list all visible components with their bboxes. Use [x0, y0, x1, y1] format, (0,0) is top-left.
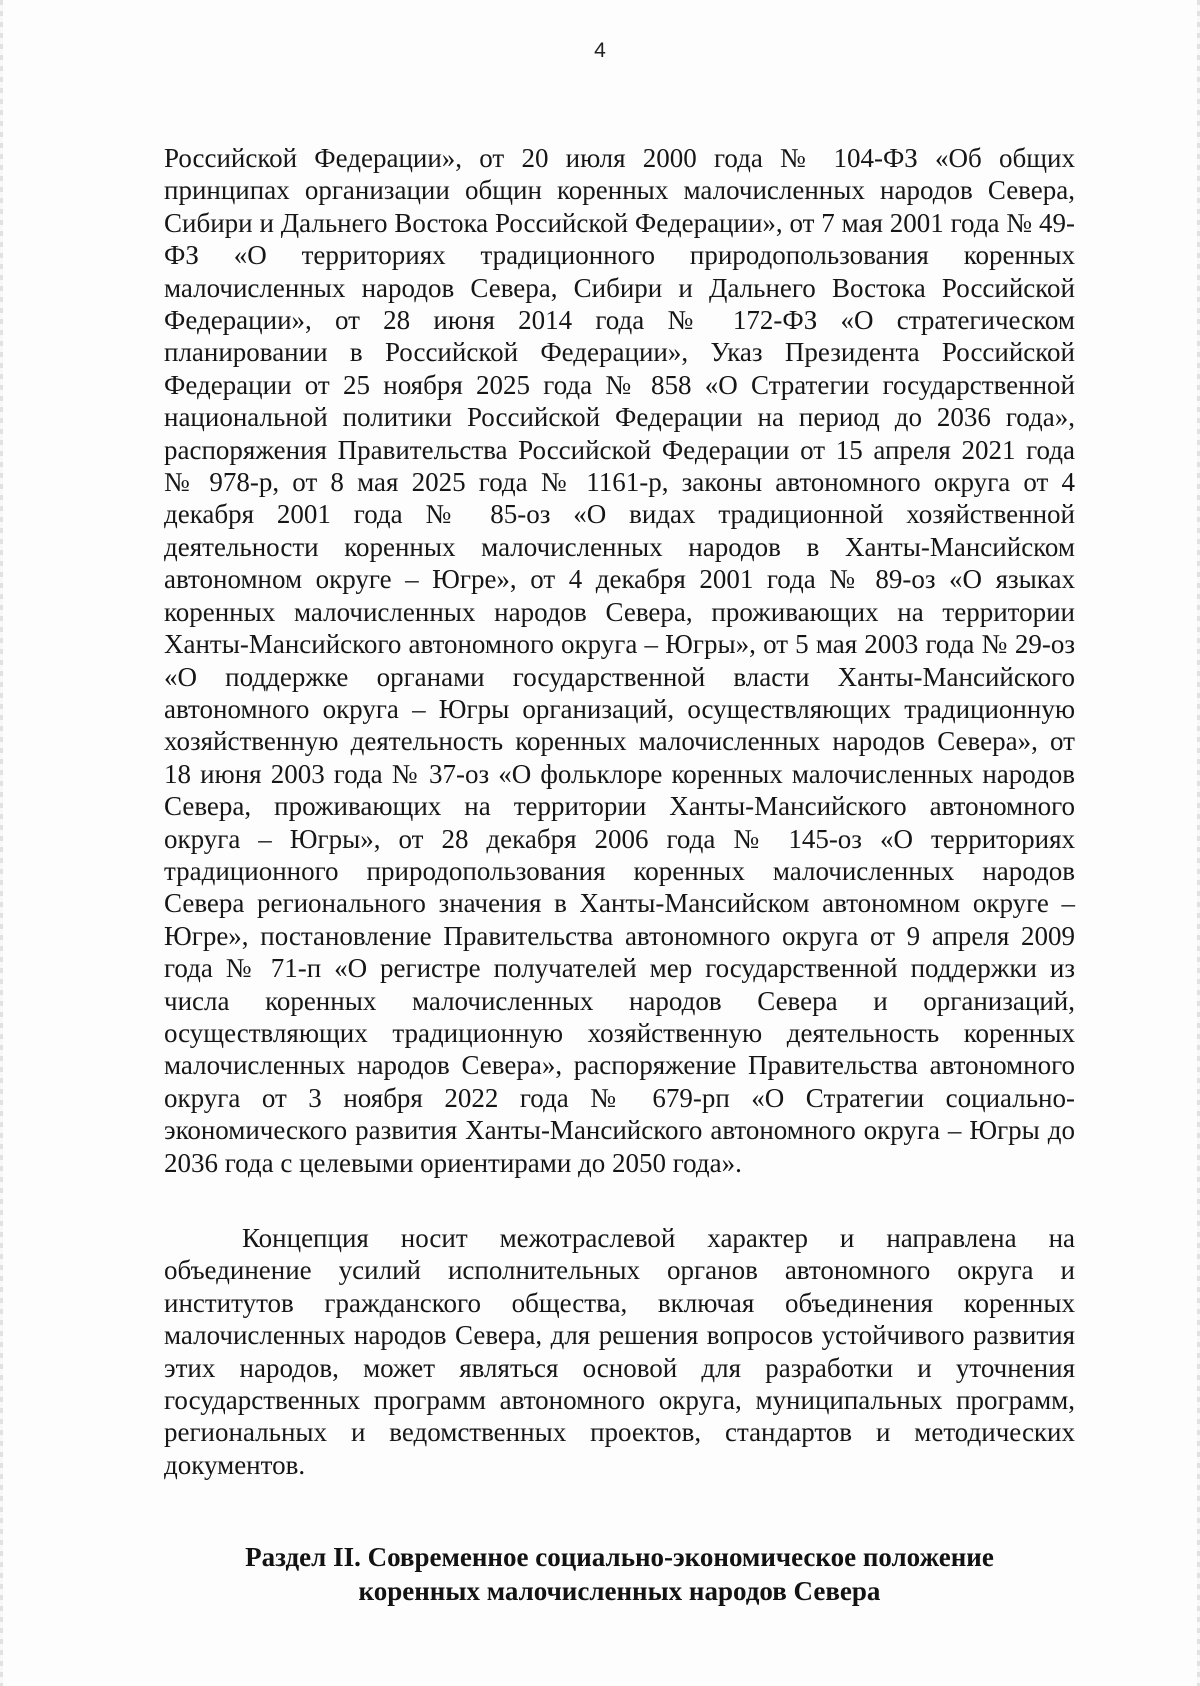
section-heading-line-1: Раздел II. Современное социально-экономическое положение — [245, 1542, 994, 1572]
scan-left-edge — [0, 0, 3, 1686]
legal-references-paragraph: Российской Федерации», от 20 июля 2000 года № 104-ФЗ «Об общих принципах организации общин коренных малочисленных народов Севера, Сибири и Дальнего Востока Российской Федерации», от 7 мая 2001 года № 49-ФЗ «О территориях традиционного природопользования коренных малочисленных народов Севера, Сибири и Дальнего Востока Российской Федерации», от 28 июня 2014 года № 172-ФЗ «О стратегическом планировании в Российской Федерации», Указ Президента Российской Федерации от 25 ноября 2025 года № 858 «О Стратегии государственной национальной политики Российской Федерации на период до 2036 года», распоряжения Правительства Российской Федерации от 15 апреля 2021 года № 978-р, от 8 мая 2025 года № 1161-р, законы автономного округа от 4 декабря 2001 года № 85-оз «О видах традиционной хозяйственной деятельности коренных малочисленных народов в Ханты-Мансийском автономном округе – Югре», от 4 декабря 2001 года № 89-оз «О языках коренных малочисленных народов Севера, проживающих на территории Ханты-Мансийского автономного округа – Югры», от 5 мая 2003 года № 29-оз «О поддержке органами государственной власти Ханты-Мансийского автономного округа – Югры организаций, осуществляющих традиционную хозяйственную деятельность коренных малочисленных народов Севера», от 18 июня 2003 года № 37-оз «О фольклоре коренных малочисленных народов Севера, проживающих на территории Ханты-Мансийского автономного округа – Югры», от 28 декабря 2006 года № 145-оз «О территориях традиционного природопользования коренных малочисленных народов Севера регионального значения в Ханты-Мансийском автономном округе – Югре», постановление Правительства автономного округа от 9 апреля 2009 года № 71-п «О регистре получателей мер государственной поддержки из числа коренных малочисленных народов Севера и организаций, осуществляющих традиционную хозяйственную деятельность коренных малочисленных народов Севера», распоряжение Правительства автономного округа от 3 ноября 2022 года № 679-рп «О Стратегии социально-экономического развития Ханты-Мансийского автономного округа – Югры до 2036 года с целевыми ориентирами до 2050 года». — [164, 143, 1075, 1178]
page-number: 4 — [594, 39, 606, 62]
section-heading-line-2: коренных малочисленных народов Севера — [358, 1576, 881, 1606]
section-heading — [164, 1540, 1075, 1608]
concept-purpose-paragraph: Концепция носит межотраслевой характер и направлена на объединение усилий исполнительных органов автономного округа и институтов гражданского общества, включая объединения коренных малочисленных народов Севера, для решения вопросов устойчивого развития этих народов, может являться основой для разработки и уточнения государственных программ автономного округа, муниципальных программ, региональных и ведомственных проектов, стандартов и методических документов. — [164, 1223, 1075, 1480]
